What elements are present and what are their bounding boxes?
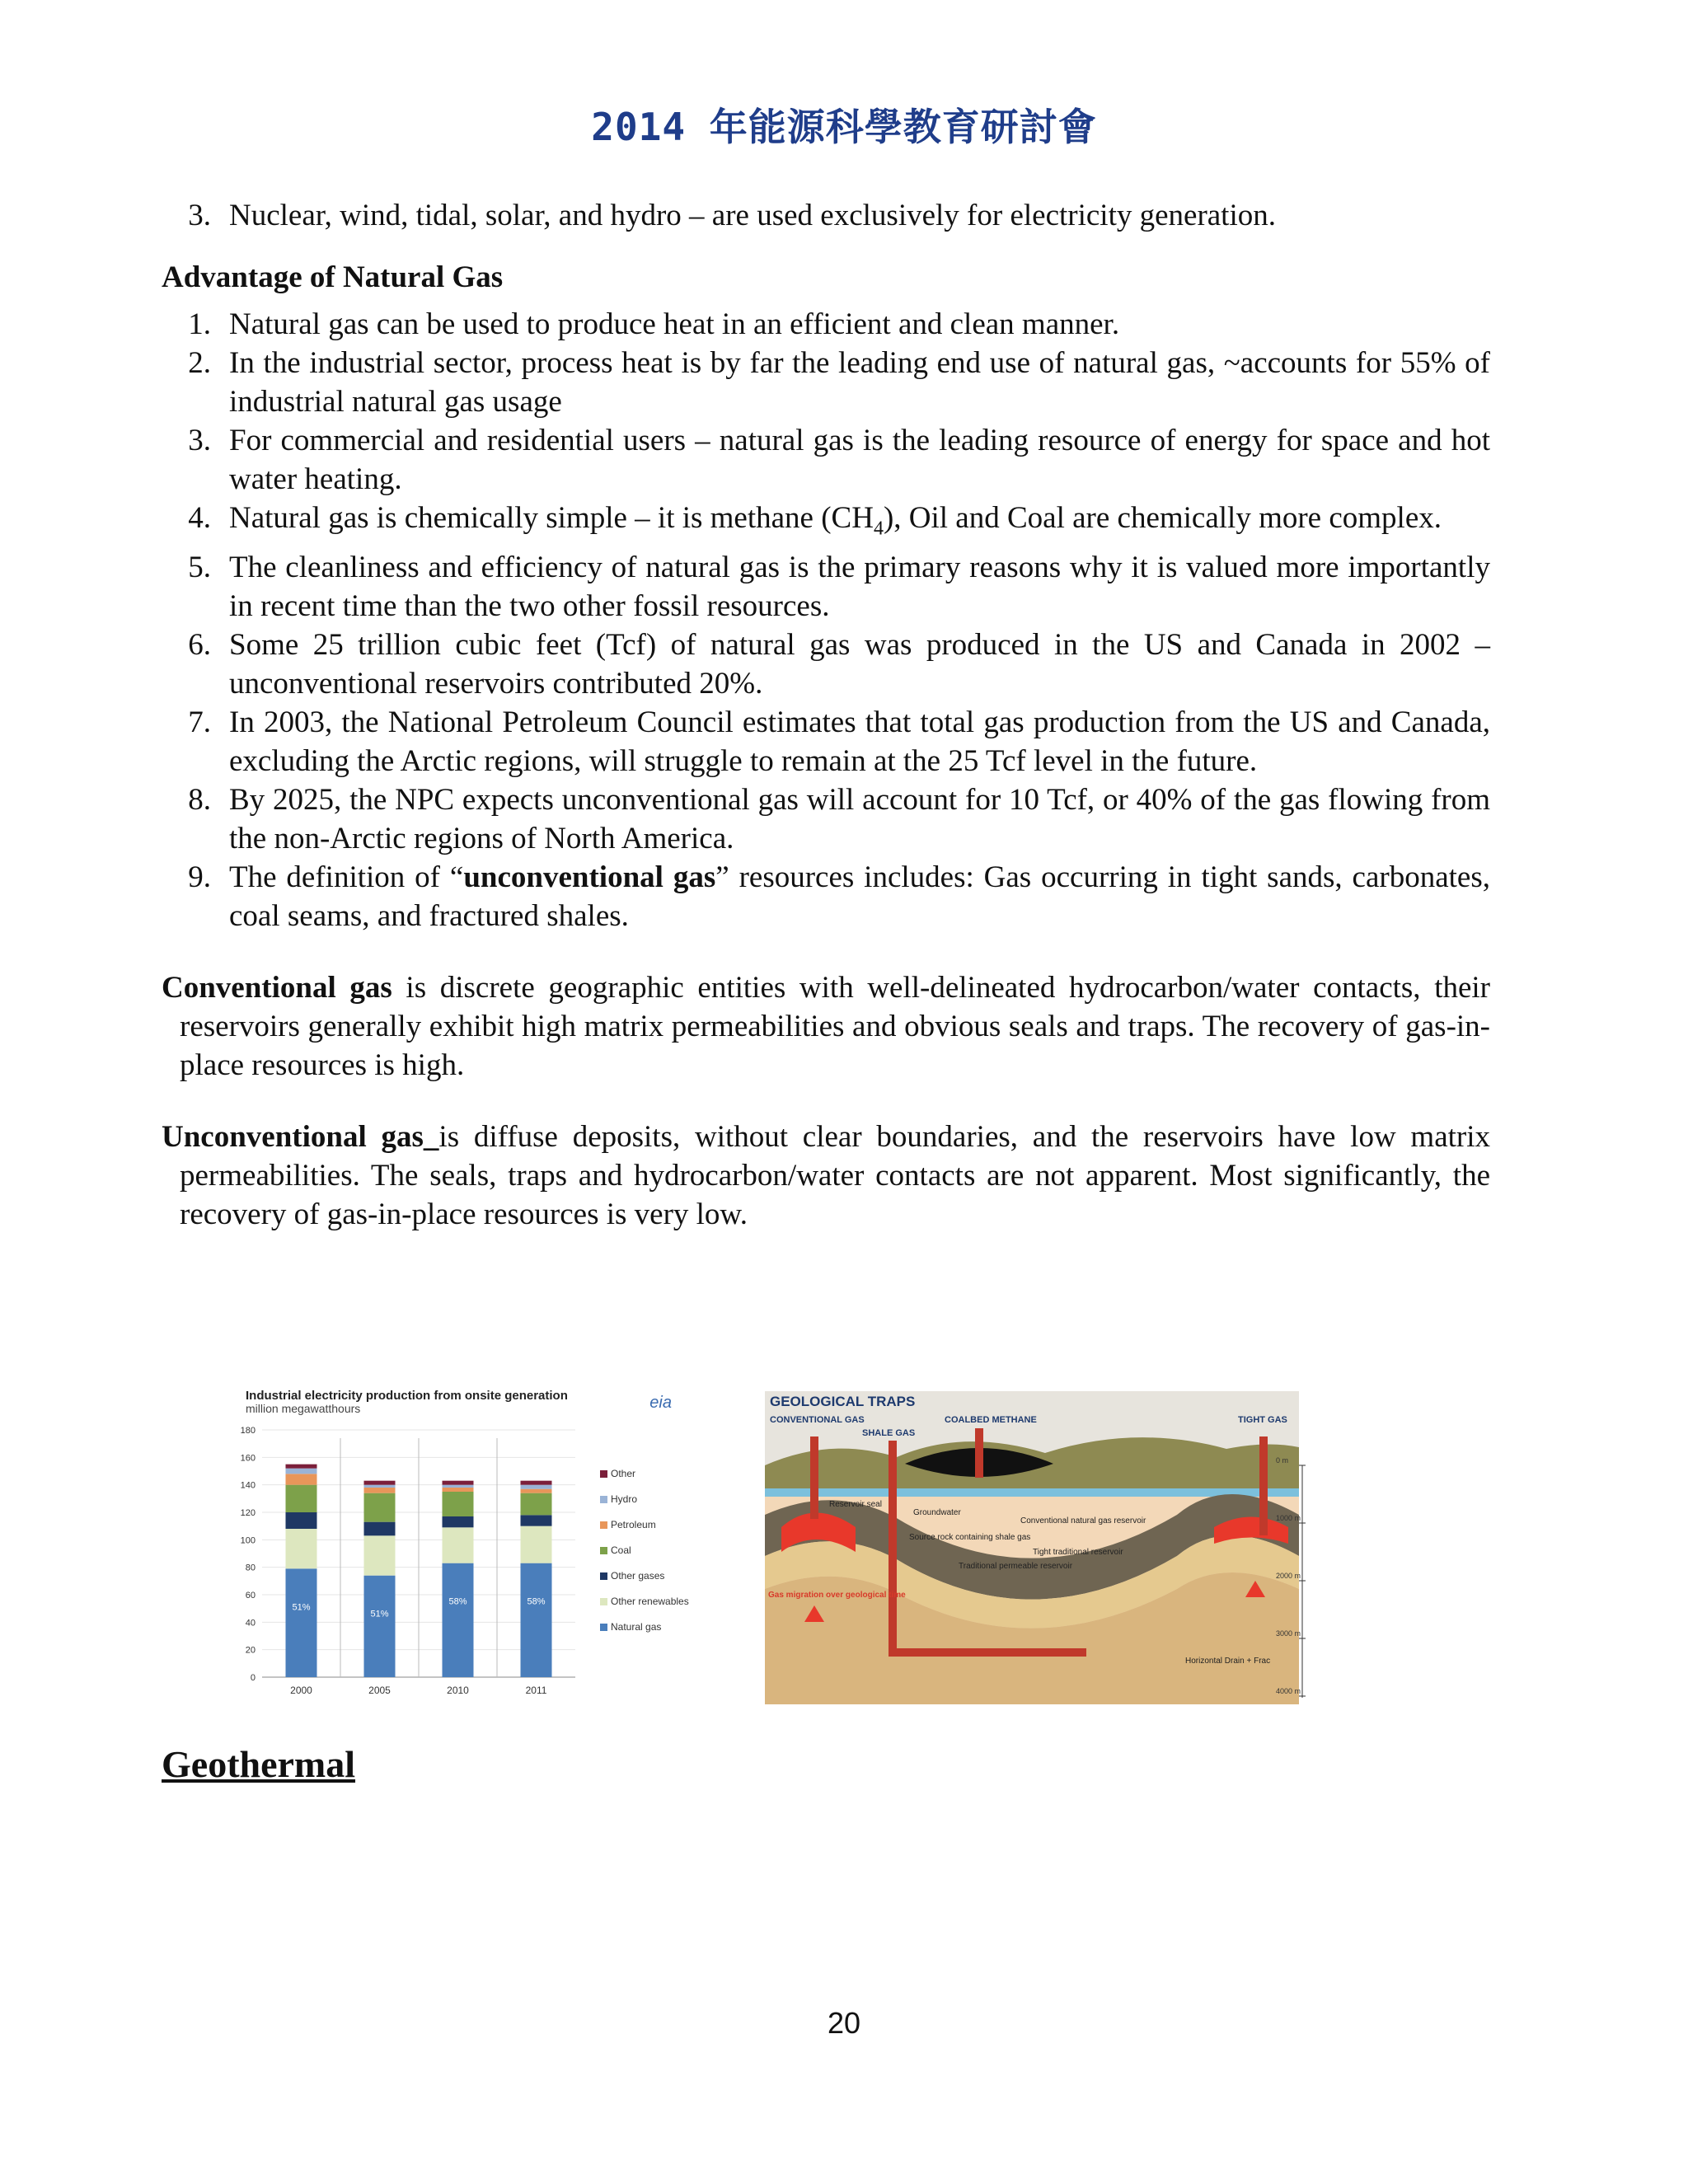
page-number: 20 (827, 2006, 861, 2040)
legend-swatch (600, 1521, 607, 1529)
bar-segment-other-gases (443, 1516, 474, 1527)
legend-swatch (600, 1624, 607, 1631)
list-item (162, 858, 1490, 935)
list-number: 4. (188, 501, 211, 535)
list-text: In the industrial sector, process heat is by far the leading end use of natural gas, ~accounts for 55% of industrial natural gas usage (229, 346, 1490, 419)
label-conventional-gas: CONVENTIONAL GAS (770, 1415, 865, 1425)
legend-swatch (600, 1572, 607, 1580)
bar-segment-natural-gas (521, 1563, 552, 1677)
legend-label: Coal (611, 1544, 631, 1556)
bar-segment-other (443, 1481, 474, 1485)
well-tight (1259, 1436, 1268, 1535)
label-migration: Gas migration over geological time (768, 1591, 906, 1600)
bar-segment-coal (521, 1493, 552, 1516)
unconventional-gas-text: is diffuse deposits, without clear boundaries, and the reservoirs have low matrix permeabilities. The seals, traps and hydrocarbon/water contacts are not apparent. Most significantly, the recovery of gas-in-place resources is very low. (180, 1120, 1491, 1232)
bar-segment-other-renewables (521, 1526, 552, 1563)
list-number: 7. (188, 705, 211, 740)
list-number: 3. (188, 199, 211, 232)
list-item (162, 305, 1490, 344)
label-permeable-reservoir: Traditional permeable reservoir (959, 1562, 1073, 1571)
list-text: Nuclear, wind, tidal, solar, and hydro – are used exclusively for electricity generation. (229, 199, 1276, 232)
bar-segment-other-renewables (286, 1529, 317, 1568)
y-tick-label: 40 (245, 1618, 256, 1629)
bar-segment-petroleum (364, 1488, 396, 1493)
list-text: In 2003, the National Petroleum Council estimates that total gas production from the US and Canada, excluding the Arctic regions, will struggle to remain at the 25 Tcf level in the future. (229, 705, 1490, 779)
section-heading-advantages: Advantage of Natural Gas (162, 260, 504, 294)
list-item (162, 548, 1490, 626)
legend-swatch (600, 1547, 607, 1554)
bar-segment-coal (286, 1485, 317, 1512)
legend-label: Other renewables (611, 1596, 689, 1607)
label-tight-gas: TIGHT GAS (1238, 1415, 1287, 1425)
list-item (162, 499, 1490, 548)
depth-label: 2000 m (1276, 1572, 1301, 1580)
legend-label: Natural gas (611, 1621, 662, 1633)
subscript: 4 (873, 518, 884, 540)
bold-term: unconventional gas (463, 860, 716, 895)
bar-data-label: 51% (292, 1602, 311, 1613)
unconventional-gas-term: Unconventional gas (162, 1120, 424, 1155)
y-tick-label: 20 (245, 1645, 256, 1656)
bar-segment-natural-gas (364, 1576, 396, 1677)
label-shale-gas: SHALE GAS (862, 1428, 916, 1438)
bar-segment-hydro (443, 1485, 474, 1488)
legend-label: Petroleum (611, 1519, 656, 1530)
bar-segment-hydro (364, 1485, 396, 1488)
bar-segment-other (521, 1481, 552, 1485)
list-item (162, 626, 1490, 703)
list-text: For commercial and residential users – natural gas is the leading resource of energy for space and hot water heating. (229, 424, 1490, 496)
bar-data-label: 51% (370, 1609, 389, 1619)
list-text: By 2025, the NPC expects unconventional gas will account for 10 Tcf, or 40% of the gas flowing from the non-Arctic regions of North America. (229, 783, 1490, 856)
list-number: 8. (188, 783, 211, 818)
bar-segment-petroleum (443, 1488, 474, 1492)
legend-label: Hydro (611, 1493, 638, 1505)
well-shale (889, 1441, 897, 1655)
bar-segment-other (364, 1481, 396, 1485)
bar-segment-other (286, 1465, 317, 1469)
conventional-gas-term: Conventional gas (162, 971, 392, 1005)
y-tick-label: 160 (240, 1453, 256, 1464)
legend-swatch (600, 1598, 607, 1605)
depth-label: 4000 m (1276, 1687, 1301, 1695)
list-number: 1. (188, 307, 211, 341)
unconventional-underscore: _ (423, 1120, 439, 1155)
y-tick-label: 180 (240, 1426, 256, 1436)
chart-legend (600, 1468, 689, 1633)
text-fragment: ), Oil and Coal are chemically more complex. (883, 501, 1442, 535)
legend-swatch (600, 1496, 607, 1503)
chart-title: Industrial electricity production from onsite generation (246, 1389, 568, 1403)
legend-label: Other gases (611, 1570, 665, 1582)
bar-data-label: 58% (527, 1596, 546, 1607)
label-groundwater: Groundwater (913, 1508, 961, 1517)
geothermal-heading: Geothermal (162, 1743, 356, 1785)
list-number: 6. (188, 628, 211, 663)
depth-label: 1000 m (1276, 1514, 1301, 1522)
legend-swatch (600, 1470, 607, 1478)
traps-title: GEOLOGICAL TRAPS (770, 1394, 916, 1409)
y-tick-label: 120 (240, 1508, 256, 1518)
x-tick-label: 2010 (447, 1685, 469, 1696)
unconventional-gas-paragraph (162, 1118, 1490, 1234)
list-number: 2. (188, 346, 211, 380)
conventional-gas-paragraph (162, 968, 1490, 1085)
list-text: Some 25 trillion cubic feet (Tcf) of natural gas was produced in the US and Canada in 2002 – unconventional reservoirs contributed 20%. (229, 628, 1490, 701)
well-conventional (810, 1436, 818, 1519)
depth-label: 0 m (1276, 1456, 1289, 1465)
list-item (162, 344, 1490, 421)
list-text (229, 499, 1490, 548)
label-tight-reservoir: Tight traditional reservoir (1033, 1548, 1123, 1557)
y-tick-label: 0 (250, 1673, 256, 1683)
y-tick-label: 60 (245, 1591, 256, 1601)
y-tick-label: 140 (240, 1480, 256, 1491)
x-tick-label: 2000 (290, 1685, 312, 1696)
y-tick-label: 80 (245, 1563, 256, 1573)
page-header-title: 2014 年能源科學教育研討會 (591, 105, 1097, 149)
list-item (162, 780, 1490, 858)
bar-segment-hydro (521, 1485, 552, 1489)
list-number: 3. (188, 424, 211, 457)
bar-segment-other-gases (364, 1522, 396, 1536)
depth-label: 3000 m (1276, 1629, 1301, 1638)
well-coalbed (975, 1428, 983, 1478)
list-item (162, 421, 1490, 499)
legend-label: Other (611, 1468, 636, 1479)
text-fragment: The definition of “ (229, 860, 464, 895)
bar-segment-petroleum (286, 1474, 317, 1484)
list-text: The cleanliness and efficiency of natural gas is the primary reasons why it is valued more importantly in recent time than the two other fossil resources. (229, 551, 1490, 624)
chart-svg (231, 1385, 692, 1714)
conventional-gas-text: is discrete geographic entities with well-delineated hydrocarbon/water contacts, their reservoirs generally exhibit high matrix permeabilities and obvious seals and traps. The recovery of gas-in-place resources is high. (180, 971, 1490, 1083)
bar-segment-natural-gas (443, 1563, 474, 1677)
main-content (162, 196, 1490, 1234)
bar-segment-other-gases (286, 1512, 317, 1529)
list-text: Natural gas can be used to produce heat in an efficient and clean manner. (229, 307, 1120, 341)
bar-segment-natural-gas (286, 1568, 317, 1677)
label-reservoir-seal: Reservoir seal (829, 1500, 882, 1509)
bar-data-label: 58% (448, 1596, 467, 1607)
eia-logo: eia (649, 1394, 672, 1412)
text-fragment: Natural gas is chemically simple – it is methane (CH (229, 501, 874, 535)
bar-segment-coal (364, 1493, 396, 1522)
list-text (229, 858, 1490, 935)
x-tick-label: 2011 (525, 1685, 547, 1696)
traps-svg (765, 1391, 1309, 1704)
bar-segment-other-renewables (364, 1535, 396, 1575)
label-coalbed-methane: COALBED METHANE (945, 1415, 1037, 1425)
figures-row (231, 1385, 1566, 1714)
bar-segment-other-renewables (443, 1527, 474, 1563)
label-conventional-reservoir: Conventional natural gas reservoir (1020, 1516, 1146, 1526)
list-item (162, 196, 1490, 235)
list-number: 9. (188, 860, 211, 895)
label-horizontal-drain: Horizontal Drain + Frac (1185, 1657, 1271, 1666)
list-item (162, 703, 1490, 780)
y-tick-label: 100 (240, 1535, 256, 1546)
label-source-rock: Source rock containing shale gas (909, 1533, 1031, 1542)
bar-segment-hydro (286, 1469, 317, 1474)
text-fragment: ” resources includes: Gas occurring in tight sands, carbonates, coal seams, and fractured shales. (229, 860, 1490, 934)
horizontal-drain (889, 1648, 1086, 1657)
list-number: 5. (188, 551, 211, 585)
electricity-chart (231, 1385, 692, 1714)
x-tick-label: 2005 (368, 1685, 391, 1696)
bar-segment-petroleum (521, 1489, 552, 1493)
chart-ylabel: million megawatthours (246, 1402, 361, 1415)
bar-segment-other-gases (521, 1515, 552, 1526)
advantages-list (162, 305, 1490, 935)
geological-traps-figure (765, 1391, 1309, 1704)
bar-segment-coal (443, 1492, 474, 1516)
